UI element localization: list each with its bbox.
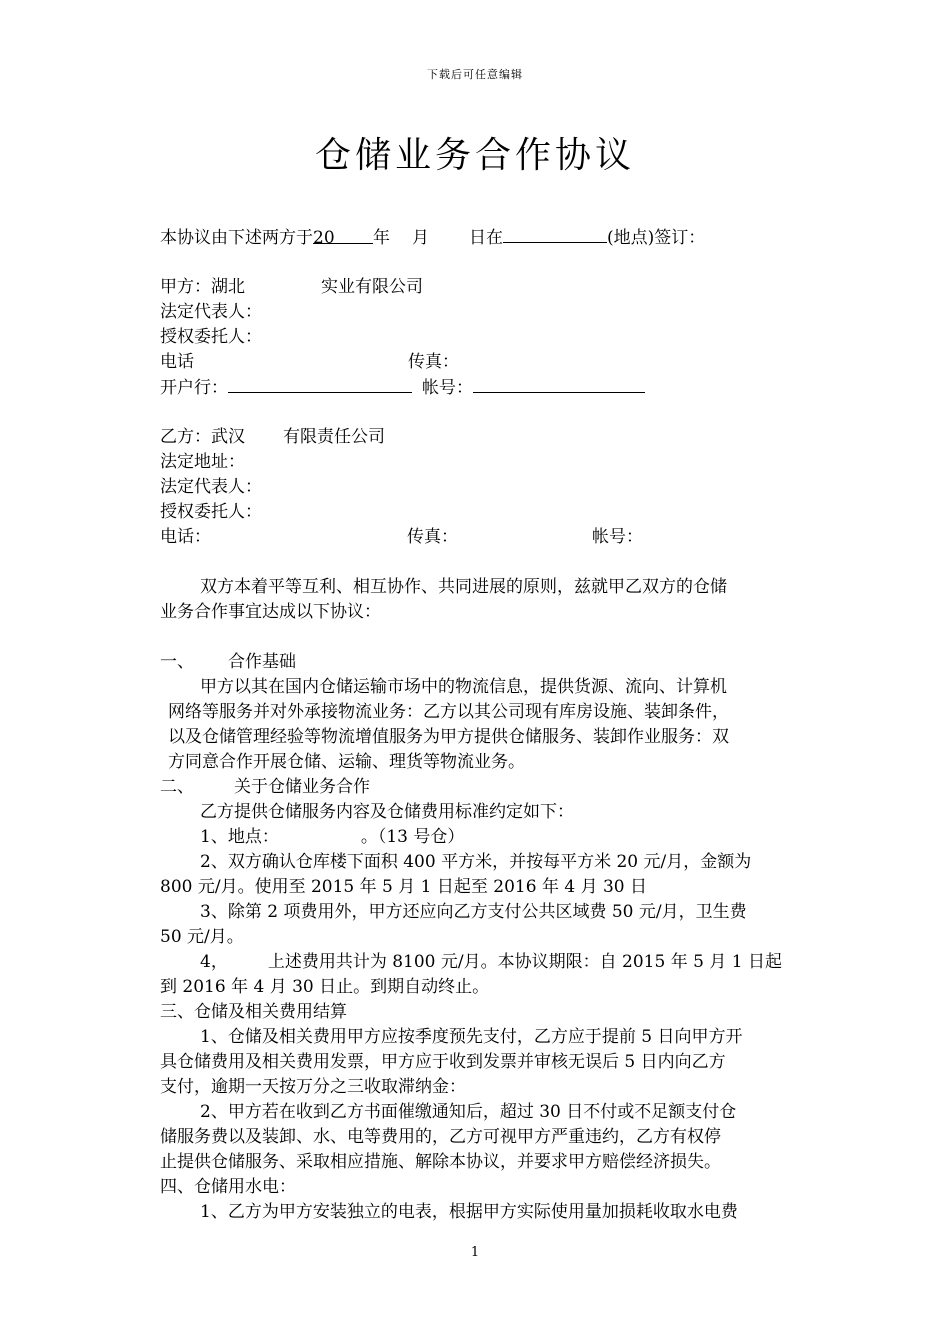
section-2-line: 到 2016 年 4 月 30 日止。到期自动终止。 [160, 977, 490, 997]
year-suffix: 年 [373, 228, 390, 248]
party-b-name-label: 乙方：武汉 [160, 427, 245, 447]
party-a-account: 帐号： [422, 378, 473, 398]
year-field [313, 226, 373, 248]
section-2-num: 二、 [160, 777, 194, 797]
party-b-phone: 电话： [160, 527, 211, 547]
intro-prefix: 本协议由下述两方于 [160, 228, 313, 248]
party-a-name [160, 275, 423, 299]
section-3-heading: 三、仓储及相关费用结算 [160, 1002, 347, 1022]
party-a-phone: 电话 [160, 352, 194, 372]
party-b-address: 法定地址： [160, 452, 245, 472]
party-a-bank: 开户行： [160, 378, 228, 398]
document-title: 仓储业务合作协议 [314, 135, 635, 176]
party-b-name [160, 425, 385, 449]
section-2-line: 3、除第 2 项费用外，甲方还应向乙方支付公共区域费 50 元/月，卫生费 [200, 902, 747, 922]
section-2-location-row [200, 825, 464, 849]
party-a-fax: 传真： [408, 352, 459, 372]
header-note: 下载后可任意编辑 [427, 68, 523, 81]
section-2-heading [160, 775, 370, 799]
day-label: 日在 [469, 228, 503, 248]
item-4-text: 上述费用共计为 8100 元/月。本协议期限：自 2015 年 5 月 1 日起 [267, 952, 782, 972]
place-blank [503, 225, 607, 243]
section-1-line: 网络等服务并对外承接物流业务：乙方以其公司现有库房设施、装卸条件， [168, 702, 729, 722]
section-3-line: 止提供仓储服务、采取相应措施、解除本协议，并要求甲方赔偿经济损失。 [160, 1152, 721, 1172]
party-a-name-label: 甲方：湖北 [160, 277, 245, 297]
place-label: (地点)签订： [607, 228, 706, 248]
item-4-num: 4， [200, 952, 228, 972]
section-1-line: 方同意合作开展仓储、运输、理货等物流业务。 [168, 752, 525, 772]
party-a-agent: 授权委托人： [160, 327, 262, 347]
section-4-heading: 四、仓储用水电： [160, 1177, 296, 1197]
section-2-line: 50 元/月。 [160, 927, 244, 947]
party-a-phone-row [160, 350, 459, 374]
section-1-line: 甲方以其在国内仓储运输市场中的物流信息，提供货源、流向、计算机 [200, 677, 727, 697]
bank-blank [228, 375, 412, 393]
party-b-contact-row [160, 525, 643, 549]
party-b-account: 帐号： [592, 527, 643, 547]
section-2-line: 乙方提供仓储服务内容及仓储费用标准约定如下： [200, 802, 574, 822]
section-2-line: 800 元/月。使用至 2015 年 5 月 1 日起至 2016 年 4 月 30 日 [160, 877, 648, 897]
section-1-num: 一、 [160, 652, 194, 672]
month-label: 月 [412, 228, 429, 248]
section-3-line: 储服务费以及装卸、水、电等费用的，乙方可视甲方严重违约，乙方有权停 [160, 1127, 721, 1147]
party-b-agent: 授权委托人： [160, 502, 262, 522]
section-3-line: 2、甲方若在收到乙方书面催缴通知后，超过 30 日不付或不足额支付仓 [200, 1102, 737, 1122]
party-a-bank-row [160, 375, 645, 400]
section-2-total-row [200, 950, 782, 974]
section-1-heading [160, 650, 296, 674]
party-a-name-suffix: 实业有限公司 [321, 277, 423, 297]
party-a-legal-rep: 法定代表人： [160, 302, 262, 322]
intro-line [160, 225, 705, 250]
section-3-line: 1、仓储及相关费用甲方应按季度预先支付，乙方应于提前 5 日向甲方开 [200, 1027, 743, 1047]
section-4-line: 1、乙方为甲方安装独立的电表，根据甲方实际使用量加损耗收取水电费 [200, 1202, 738, 1222]
preamble-line-1: 双方本着平等互利、相互协作、共同进展的原则，兹就甲乙双方的仓储 [200, 577, 727, 597]
page-number: 1 [470, 1245, 480, 1260]
party-b-legal-rep: 法定代表人： [160, 477, 262, 497]
section-1-line: 以及仓储管理经验等物流增值服务为甲方提供仓储服务、装卸作业服务：双 [168, 727, 729, 747]
location-value: 。（13 号仓） [360, 827, 465, 847]
preamble-line-2: 业务合作事宜达成以下协议： [160, 602, 381, 622]
section-2-line: 2、双方确认仓库楼下面积 400 平方米，并按每平方米 20 元/月，金额为 [200, 852, 752, 872]
account-blank [473, 375, 645, 393]
section-1-title: 合作基础 [228, 652, 296, 672]
section-3-line: 支付，逾期一天按万分之三收取滞纳金： [160, 1077, 466, 1097]
party-b-fax: 传真： [407, 527, 458, 547]
section-3-line: 具仓储费用及相关费用发票，甲方应于收到发票并审核无误后 5 日内向乙方 [160, 1052, 726, 1072]
party-b-name-suffix: 有限责任公司 [283, 427, 385, 447]
location-label: 1、地点： [200, 827, 279, 847]
section-2-title: 关于仓储业务合作 [234, 777, 370, 797]
year-value: 20 [313, 228, 335, 248]
